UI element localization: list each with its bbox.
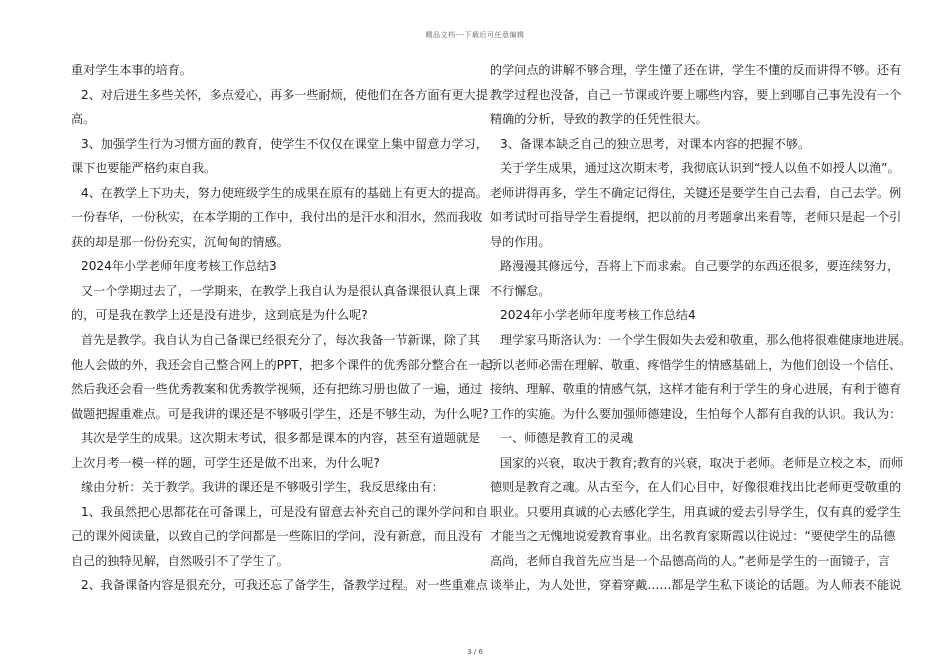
text-line: 首先是教学。我自认为自己备课已经很充分了，每次我备一节新课，除了其 xyxy=(81,333,481,348)
text-line: 关于学生成果，通过这次期末考，我彻底认识到“授人以鱼不如授人以渔”。 xyxy=(500,161,900,176)
text-line: 2024年小学老师年度考核工作总结3 xyxy=(81,259,277,274)
text-line: 不行懈怠。 xyxy=(490,283,551,298)
left-text-column xyxy=(71,58,505,598)
text-line: 如考试时可指导学生看提纲，把以前的月考题拿出来看等，老师只是起一个引 xyxy=(490,210,902,225)
text-line: 上次月考一模一样的题，可学生还是做不出来，为什么呢? xyxy=(71,455,380,470)
text-line: 精确的分析，导致的教学的任凭性很大。 xyxy=(490,112,708,127)
right-text-column xyxy=(490,58,912,598)
text-line: 获的却是那一份份充实，沉甸甸的情感。 xyxy=(71,234,289,249)
text-line: 教学过程也没备，自己一节课或许要上哪些内容，要上到哪自己事先没有一个 xyxy=(490,87,902,102)
page-header: 精品文档---下载后可任意编辑 xyxy=(425,31,525,39)
text-line: 国家的兴衰，取决于教育;教育的兴衰，取决于老师。老师是立校之本，而师 xyxy=(500,455,904,470)
text-line: 导的作用。 xyxy=(490,234,551,249)
text-line: 接纳、理解、敬重的情感气氛，这样才能有利于学生的身心进展，有利于德育 xyxy=(490,382,902,397)
text-line: 2024年小学老师年度考核工作总结4 xyxy=(500,308,696,323)
text-line: 他人会做的外，我还会自己整合网上的PPT，把多个课件的优秀部分整合在一起， xyxy=(71,357,505,372)
text-line: 课下也要能严格约束自我。 xyxy=(71,161,217,176)
text-line: 高。 xyxy=(71,112,96,127)
text-line: 一、师德是教育工的灵魂 xyxy=(500,431,634,446)
text-line: 4、在教学上下功夫，努力使班级学生的成果在原有的基础上有更大的提高。 xyxy=(81,185,488,200)
text-line: 又一个学期过去了，一学期来，在教学上我自认为是很认真备课很认真上课 xyxy=(81,283,481,298)
text-line: 做题把握重难点。可是我讲的课还是不够吸引学生，还是不够生动，为什么呢? xyxy=(71,406,489,421)
text-line: 3、加强学生行为习惯方面的教育，使学生不仅仅在课堂上集中留意力学习， xyxy=(81,136,488,151)
text-line: 谈举止，为人处世，穿着穿戴……都是学生私下谈论的话题。为人师表不能说 xyxy=(490,578,902,593)
text-line: 路漫漫其修远兮，吾将上下而求索。自己要学的东西还很多，要连续努力， xyxy=(500,259,900,274)
text-line: 2、对后进生多些关怀，多点爱心，再多一些耐烦，使他们在各方面有更大提 xyxy=(81,87,488,102)
text-line: 德则是教育之魂。从古至今，在人们心目中，好像很难找出比老师更受敬重的 xyxy=(490,480,902,495)
text-line: 2、我备课备内容是很充分，可我还忘了备学生，备教学过程。对一些重难点 xyxy=(81,578,488,593)
page-number: 3 / 6 xyxy=(467,648,483,656)
text-line: 理学家马斯洛认为：一个学生假如失去爱和敬重，那么他将很难健康地进展。 xyxy=(500,333,912,348)
text-line: 职业。只要用真诚的心去感化学生，用真诚的爱去引导学生，仅有真的爱学生 xyxy=(490,504,902,519)
text-line: 的学问点的讲解不够合理，学生懂了还在讲，学生不懂的反而讲得不够。还有 xyxy=(490,63,902,77)
text-line: 老师讲得再多，学生不确定记得住，关键还是要学生自己去看，自己去学。例 xyxy=(490,185,902,200)
text-line: 己的课外阅读量，以致自己的学问都是一些陈旧的学问，没有新意，而且没有 xyxy=(71,529,483,544)
text-line: 高尚，老师自我首先应当是一个品德高尚的人。”老师是学生的一面镜子，言 xyxy=(490,553,890,568)
text-line: 重对学生本事的培育。 xyxy=(71,63,192,77)
text-line: 所以老师必需在理解、敬重、疼惜学生的情感基础上，为他们创设一个信任、 xyxy=(490,357,902,372)
text-line: 3、备课本缺乏自己的独立思考，对课本内容的把握不够。 xyxy=(500,136,811,151)
text-line: 缘由分析：关于教学。我讲的课还是不够吸引学生，我反思缘由有： xyxy=(81,480,444,495)
text-line: 才能当之无愧地说爱教育事业。出名教育家斯霞以往说过：“要使学生的品德 xyxy=(490,529,896,544)
text-line: 的，可是我在教学上还是没有进步，这到底是为什么呢? xyxy=(71,308,368,323)
text-line: 1、我虽然把心思都花在可备课上，可是没有留意去补充自己的课外学问和自 xyxy=(81,504,488,519)
text-line: 自己的独特见解，自然吸引不了学生了。 xyxy=(71,553,289,568)
text-line: 一份春华，一份秋实，在本学期的工作中，我付出的是汗水和泪水，然而我收 xyxy=(71,210,483,225)
text-line: 工作的实施。为什么要加强师德建设，生怕每个人都有自我的认识。我认为： xyxy=(490,406,902,421)
text-line: 其次是学生的成果。这次期末考试，很多都是课本的内容，甚至有道题就是 xyxy=(81,431,481,446)
text-line: 然后我还会看一些优秀教案和优秀教学视频，还有把练习册也做了一遍，通过 xyxy=(71,382,483,397)
